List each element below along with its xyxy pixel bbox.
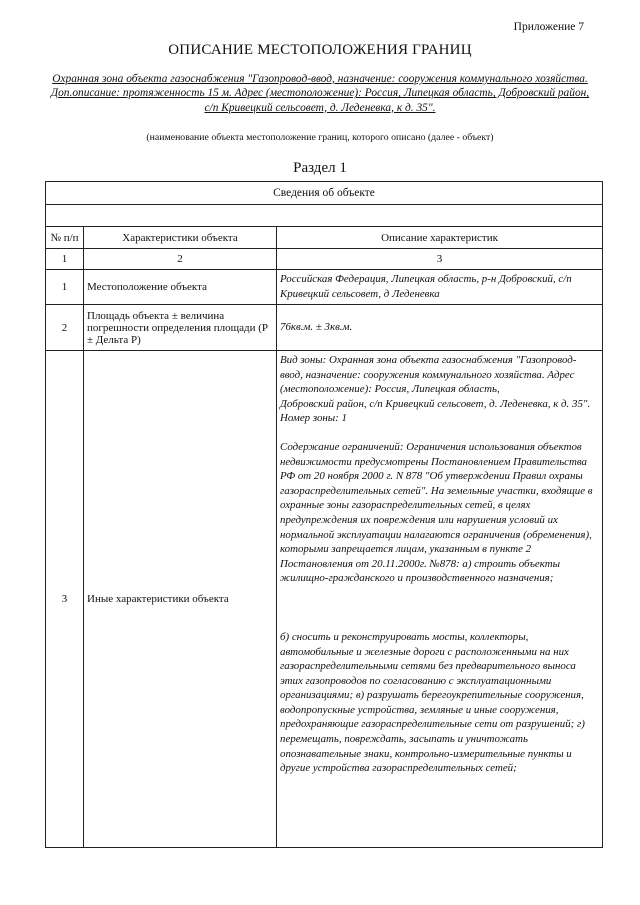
column-number-row [46,249,603,270]
row-number: 1 [46,270,84,305]
zone-number-text: Номер зоны: 1 [280,412,347,425]
row-number: 3 [46,351,84,848]
object-caption: (наименование объекта местоположение границ, которого описано (далее - объект) [146,132,494,143]
column-header-characteristic: Характеристики объекта [84,227,277,249]
column-header-row [46,227,603,249]
table-row [46,305,603,351]
restrictions-text: Содержание ограничений: Ограничения использования объектов недвижимости предусмотрены Постановлением Правительства РФ от 20 ноября 2000 г. N 878 "Об утверждении Правил охраны газораспределительных сетей". На земельные участки, входящие в охранные зоны газораспределительных сетей, в целях предупреждения их повреждения или нарушения условий их нормальной эксплуатации налагаются ограничения (обременения), которыми запрещается лицам, указанным в пункте 2 Постановления от 20.11.2000г. №878: а) строить объекты жилищно-гражданского и производственного назначения; [280,440,593,585]
row-characteristic: Иные характеристики объекта [84,351,277,848]
table-title-row [46,182,603,205]
document-title: ОПИСАНИЕ МЕСТОПОЛОЖЕНИЯ ГРАНИЦ [168,42,472,58]
row-description: 76кв.м. ± 3кв.м. [277,305,603,351]
row-characteristic: Местоположение объекта [84,270,277,305]
row-number: 2 [46,305,84,351]
row-description: Российская Федерация, Липецкая область, р-н Добровский, с/п Кривецкий сельсовет, д Леденевка [277,270,603,305]
object-description: Охранная зона объекта газоснабжения "Газопровод-ввод, назначение: сооружения коммунального хозяйства. Доп.описание: протяженность 15 м. Адрес (местоположение): Россия, Липецкая область, Добровский район, с/п Кривецкий сельсовет, д. Леденевка, к д. 35". [50,73,590,114]
table-title: Сведения об объекте [46,182,603,205]
zone-address-text: Добровский район, с/п Кривецкий сельсовет, д. Леденевка, к д. 35". [280,397,591,410]
column-number-3: 3 [277,249,603,270]
restrictions-continued-text: б) сносить и реконструировать мосты, коллекторы, автомобильные и железные дороги с расположенными на них газораспределительными сетями без предварительного выноса этих газопроводов по согласованию с эксплуатационными организациями; в) разрушать берегоукрепительные сооружения, водопропускные устройства, земляные и иные сооружения, предохраняющие газораспределительные сети от разрушений; г) перемещать, повреждать, засыпать и уничтожать опознавательные знаки, контрольно-измерительные пункты и другие устройства газораспределительных сетей; [280,630,585,775]
column-number-1: 1 [46,249,84,270]
zone-type-text: Вид зоны: Охранная зона объекта газоснабжения "Газопровод-ввод, назначение: сооружения коммунального хозяйства. Адрес (местоположение): Россия, Липецкая область, [280,354,577,396]
table-row [46,351,603,848]
appendix-label: Приложение 7 [513,21,584,33]
table-row [46,270,603,305]
section-title: Раздел 1 [293,160,347,176]
table-empty-row [46,205,603,227]
table-empty-cell [46,205,603,227]
column-number-2: 2 [84,249,277,270]
row-description [277,351,603,848]
column-header-description: Описание характеристик [277,227,603,249]
row-characteristic: Площадь объекта ± величина погрешности определения площади (Р ± Дельта Р) [84,305,277,351]
column-header-num: № п/п [46,227,84,249]
object-info-table [45,181,603,848]
